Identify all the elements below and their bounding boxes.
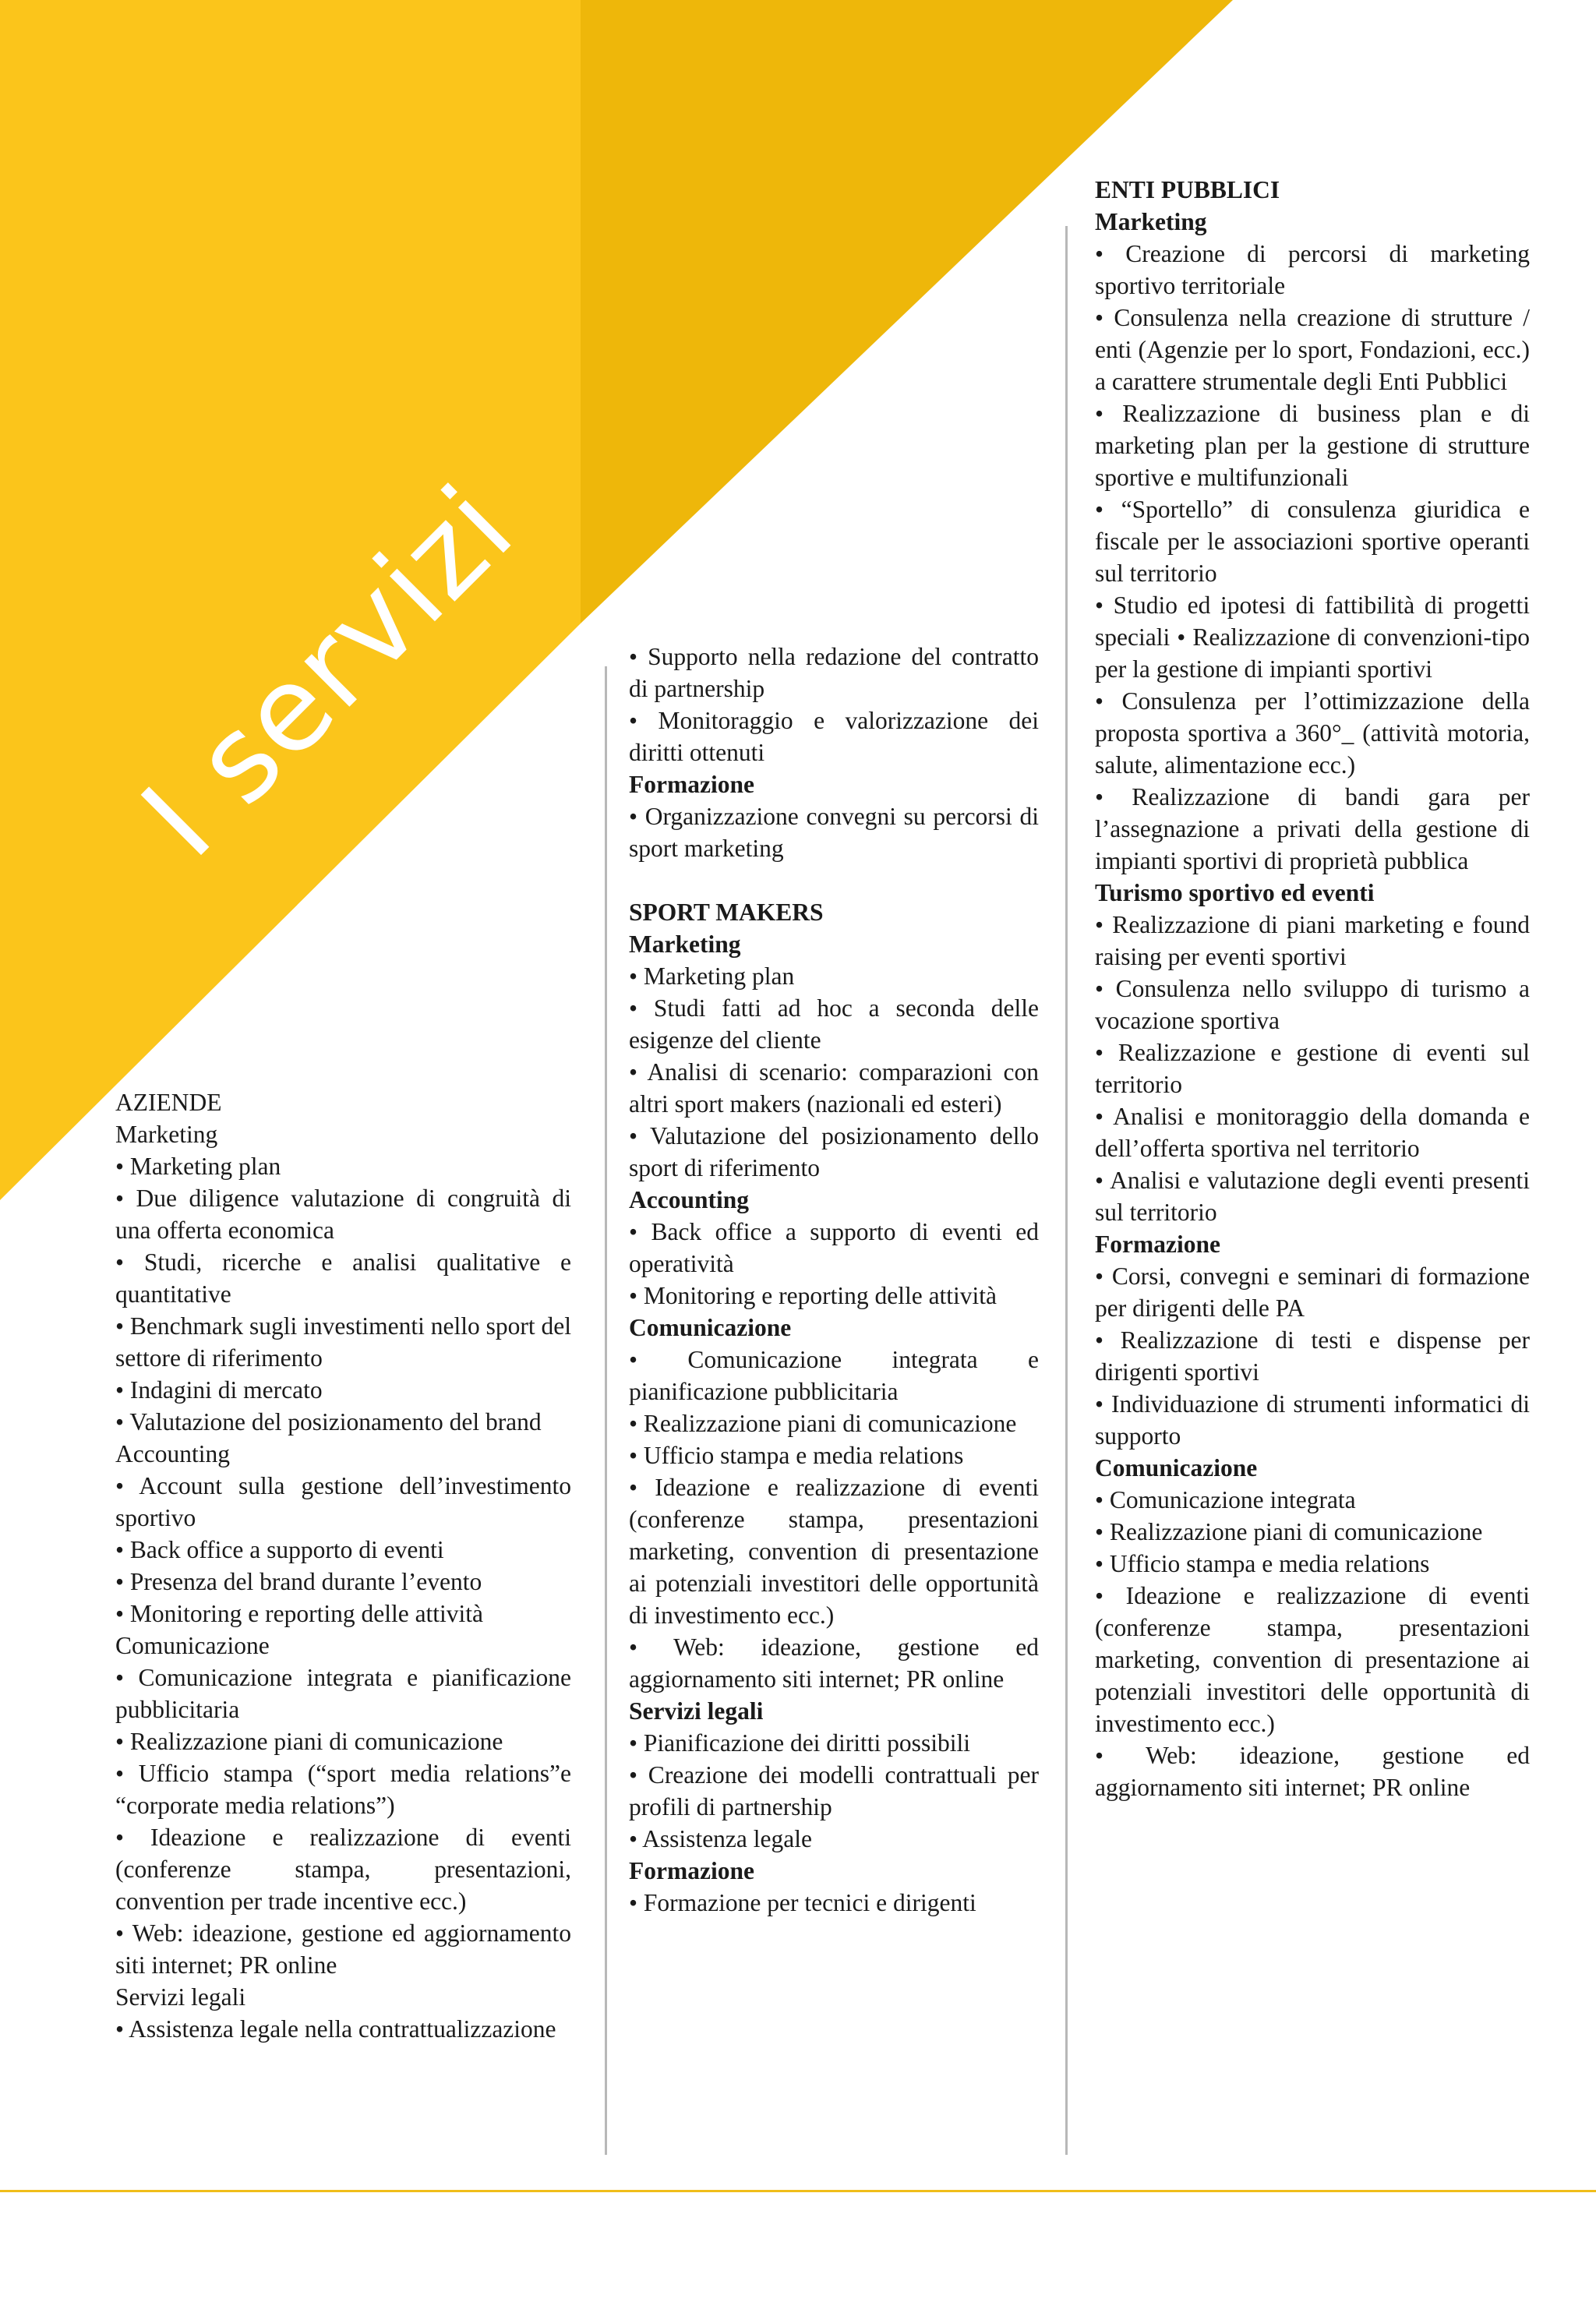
footer-rule — [0, 2190, 1596, 2192]
column-enti-pubblici — [1095, 174, 1530, 1803]
list-item: • Valutazione del posizionamento dello sport di riferimento — [629, 1122, 1039, 1181]
subsection-title: Accounting — [629, 1186, 750, 1213]
list-item: • Comunicazione integrata — [1095, 1486, 1356, 1513]
section-heading: AZIENDE — [115, 1089, 222, 1116]
list-item: • Marketing plan — [629, 962, 795, 990]
column-sport-makers — [629, 641, 1039, 1919]
subsection-title: Servizi legali — [115, 1983, 246, 2011]
column-aziende — [115, 1086, 571, 2045]
subsection-title: Marketing — [1095, 208, 1207, 235]
list-item: • Consulenza per l’ottimizzazione della proposta sportiva a 360°_ (attività motoria, salute, alimentazione ecc.) — [1095, 687, 1530, 779]
list-item: • Ideazione e realizzazione di eventi (conferenze stampa, presentazioni marketing, convention di presentazione ai potenziali investitori delle opportunità di investimento ecc.) — [1095, 1582, 1530, 1737]
list-item: • Realizzazione di business plan e di marketing plan per la gestione di strutture sportive e multifunzionali — [1095, 400, 1530, 491]
subsection-title: Marketing — [629, 931, 741, 958]
section-heading: ENTI PUBBLICI — [1095, 176, 1280, 203]
list-item: • Account sulla gestione dell’investimento sportivo — [115, 1472, 571, 1531]
list-item: • Ufficio stampa (“sport media relations”e “corporate media relations”) — [115, 1760, 571, 1819]
list-item: • Analisi e valutazione degli eventi presenti sul territorio — [1095, 1167, 1530, 1226]
subsection-title: Servizi legali — [629, 1697, 764, 1725]
list-item: • Studio ed ipotesi di fattibilità di progetti speciali • Realizzazione di convenzioni-tipo per la gestione di impianti sportivi — [1095, 592, 1530, 683]
section-heading: SPORT MAKERS — [629, 899, 824, 926]
list-item: • Corsi, convegni e seminari di formazione per dirigenti delle PA — [1095, 1262, 1530, 1322]
list-item: • Marketing plan — [115, 1153, 281, 1180]
list-item: • Ideazione e realizzazione di eventi (conferenze stampa, presentazioni marketing, convention di presentazione ai potenziali investitori delle opportunità di investimento ecc.) — [629, 1474, 1039, 1629]
subsection-title: Comunicazione — [115, 1632, 270, 1659]
subsection-title: Formazione — [629, 1857, 754, 1884]
subsection-title: Formazione — [629, 771, 754, 798]
list-item: • Monitoring e reporting delle attività — [629, 1282, 998, 1309]
list-item: • Consulenza nella creazione di strutture / enti (Agenzie per lo sport, Fondazioni, ecc.) a carattere strumentale degli Enti Pubblici — [1095, 304, 1530, 395]
list-item: • Valutazione del posizionamento del brand — [115, 1408, 542, 1436]
list-item: • Comunicazione integrata e pianificazione pubblicitaria — [115, 1664, 571, 1723]
list-item: • Ufficio stampa e media relations — [629, 1442, 964, 1469]
list-item: • Creazione di percorsi di marketing sportivo territoriale — [1095, 240, 1530, 299]
list-item: • Analisi di scenario: comparazioni con altri sport makers (nazionali ed esteri) — [629, 1058, 1039, 1118]
list-item: • Organizzazione convegni su percorsi di sport marketing — [629, 803, 1039, 862]
list-item: • Web: ideazione, gestione ed aggiornamento siti internet; PR online — [629, 1633, 1039, 1693]
subsection-title: Turismo sportivo ed eventi — [1095, 879, 1375, 906]
list-item: • Indagini di mercato — [115, 1376, 323, 1404]
list-item: • Pianificazione dei diritti possibili — [629, 1729, 970, 1757]
list-item: • Assistenza legale — [629, 1825, 812, 1852]
list-item: • Supporto nella redazione del contratto di partnership — [629, 643, 1039, 702]
list-item: • Creazione dei modelli contrattuali per profili di partnership — [629, 1761, 1039, 1820]
list-item: • Formazione per tecnici e dirigenti — [629, 1889, 976, 1916]
list-item: • Studi, ricerche e analisi qualitative e quantitative — [115, 1248, 571, 1308]
list-item: • Realizzazione di piani marketing e found raising per eventi sportivi — [1095, 911, 1530, 970]
list-item: • Realizzazione piani di comunicazione — [629, 1410, 1017, 1437]
subsection-title: Marketing — [115, 1121, 218, 1148]
list-item: • Individuazione di strumenti informatici di supporto — [1095, 1390, 1530, 1450]
column-divider-1 — [605, 666, 607, 2155]
list-item: • Realizzazione e gestione di eventi sul territorio — [1095, 1039, 1530, 1098]
list-item: • “Sportello” di consulenza giuridica e fiscale per le associazioni sportive operanti sul territorio — [1095, 496, 1530, 587]
list-item: • Benchmark sugli investimenti nello sport del settore di riferimento — [115, 1312, 571, 1372]
list-item: • Realizzazione di bandi gara per l’assegnazione a privati della gestione di impianti sportivi di proprietà pubblica — [1095, 783, 1530, 874]
list-item: • Realizzazione piani di comunicazione — [1095, 1518, 1483, 1545]
subsection-title: Comunicazione — [629, 1314, 792, 1341]
list-item: • Realizzazione piani di comunicazione — [115, 1728, 503, 1755]
list-item: • Web: ideazione, gestione ed aggiornamento siti internet; PR online — [1095, 1742, 1530, 1801]
list-item: • Monitoring e reporting delle attività — [115, 1600, 484, 1627]
list-item: • Ufficio stampa e media relations — [1095, 1550, 1430, 1577]
list-item: • Back office a supporto di eventi ed operatività — [629, 1218, 1039, 1277]
list-item: • Monitoraggio e valorizzazione dei diritti ottenuti — [629, 707, 1039, 766]
list-item: • Presenza del brand durante l’evento — [115, 1568, 482, 1595]
column-divider-2 — [1065, 226, 1068, 2155]
list-item: • Ideazione e realizzazione di eventi (conferenze stampa, presentazioni, convention per trade incentive ecc.) — [115, 1824, 571, 1915]
list-item: • Comunicazione integrata e pianificazione pubblicitaria — [629, 1346, 1039, 1405]
list-item: • Back office a supporto di eventi — [115, 1536, 444, 1563]
subsection-title: Accounting — [115, 1440, 230, 1467]
list-item: • Analisi e monitoraggio della domanda e dell’offerta sportiva nel territorio — [1095, 1103, 1530, 1162]
list-item: • Studi fatti ad hoc a seconda delle esigenze del cliente — [629, 994, 1039, 1054]
list-item: • Consulenza nello sviluppo di turismo a vocazione sportiva — [1095, 975, 1530, 1034]
list-item: • Assistenza legale nella contrattualizzazione — [115, 2015, 556, 2043]
page-title: I servizi — [117, 460, 540, 884]
list-item: • Realizzazione di testi e dispense per dirigenti sportivi — [1095, 1326, 1530, 1386]
list-item: • Due diligence valutazione di congruità di una offerta economica — [115, 1185, 571, 1244]
subsection-title: Comunicazione — [1095, 1454, 1258, 1481]
subsection-title: Formazione — [1095, 1231, 1220, 1258]
list-item: • Web: ideazione, gestione ed aggiornamento siti internet; PR online — [115, 1919, 571, 1979]
